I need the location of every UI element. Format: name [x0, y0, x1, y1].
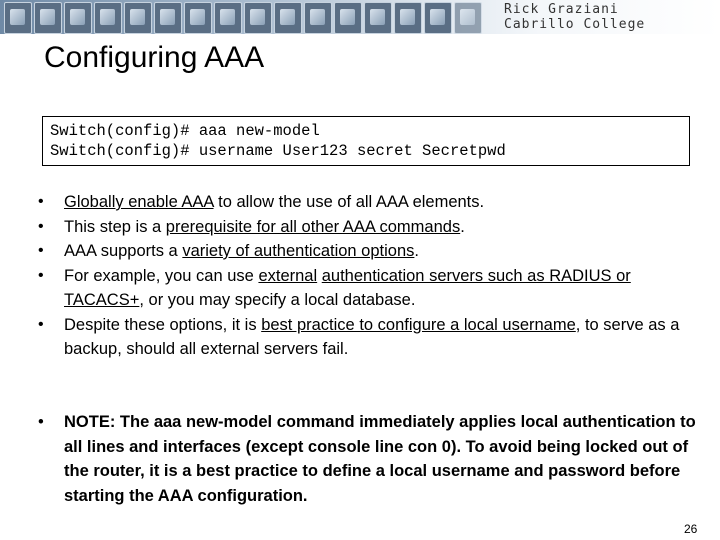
underlined-text: Globally enable AAA	[64, 193, 214, 211]
bullet-icon: •	[38, 242, 44, 259]
bullet-text: This step is a	[64, 217, 166, 236]
bullet-text: .	[414, 242, 419, 260]
bullet-item	[38, 313, 708, 362]
bullet-list	[38, 190, 708, 362]
slide-title: Configuring AAA	[44, 41, 265, 74]
bullet-text: to allow the use of all AAA elements.	[213, 193, 485, 211]
author-name: Rick Graziani	[504, 2, 619, 17]
underlined-text: best practice to configure a local username	[261, 315, 576, 334]
underlined-text: prerequisite for all other AAA commands	[165, 217, 461, 236]
page-number: 26	[684, 522, 698, 536]
underlined-text: external	[258, 266, 318, 285]
note-text: NOTE: The aaa new-model command immediately applies local authentication to all lines and interfaces (except console line con 0). To avoid being locked out of the router, it is a best practice to define a local username and password before starting the AAA configuration.	[64, 413, 696, 505]
bullet-text: , or you may specify a local database.	[139, 291, 416, 309]
underlined-text: authentication servers such as RADIUS or TACACS+	[64, 266, 631, 309]
author-credit	[504, 2, 716, 32]
command-line-1: Switch(config)# aaa new-model	[50, 122, 320, 140]
command-line-2: Switch(config)# username User123 secret Secretpwd	[50, 142, 506, 160]
bullet-text: AAA supports a	[64, 242, 183, 260]
header-banner	[0, 0, 720, 34]
note-block	[38, 410, 698, 508]
bullet-icon: •	[38, 266, 44, 284]
bullet-item	[38, 215, 708, 240]
bullet-icon: •	[38, 413, 44, 431]
bullet-item	[38, 190, 708, 215]
underlined-text: variety of authentication options	[182, 242, 415, 260]
bullet-icon: •	[38, 193, 44, 210]
bullet-text: Despite these options, it is	[64, 315, 262, 334]
author-institution: Cabrillo College	[504, 17, 646, 32]
bullet-text: For example, you can use	[64, 266, 259, 285]
bullet-item	[38, 239, 708, 264]
banner-decoration	[0, 0, 470, 34]
bullet-text: .	[460, 217, 465, 236]
command-box	[42, 116, 690, 166]
bullet-item	[38, 264, 708, 313]
bullet-text: , to serve as a backup, should all external servers fail.	[64, 315, 680, 358]
bullet-icon: •	[38, 315, 44, 333]
bullet-icon: •	[38, 217, 44, 235]
